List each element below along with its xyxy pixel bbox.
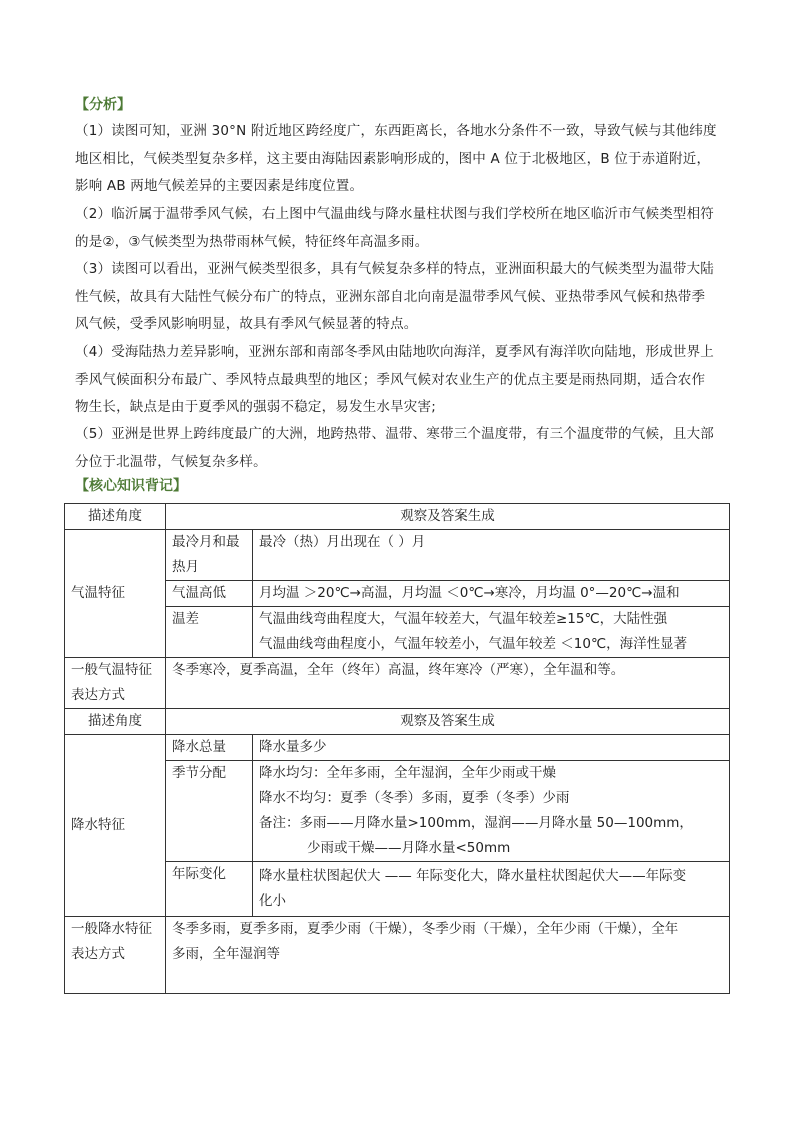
knowledge-table — [64, 503, 730, 994]
category-cell: 气温特征 — [65, 530, 166, 658]
category-cell: 一般气温特征表达方式 — [65, 658, 166, 709]
content-line: 冬季多雨，夏季多雨，夏季少雨（干燥），冬季少雨（干燥），全年少雨（干燥），全年 — [172, 921, 679, 937]
analysis-paragraph-5 — [75, 421, 730, 476]
analysis-paragraph-3 — [75, 256, 730, 339]
aspect-cell: 季节分配 — [166, 761, 253, 862]
content-line: 气温曲线弯曲程度小，气温年较差小，气温年较差 ＜10℃，海洋性显著 — [259, 636, 688, 652]
text-line: 的是②，③气候类型为热带雨林气候，特征终年高温多雨。 — [75, 233, 429, 250]
content-line: 多雨，全年湿润等 — [172, 946, 280, 962]
text-line: 季风气候面积分布最广、季风特点最典型的地区；季风气候对农业生产的优点主要是雨热同期，适合农作 — [75, 371, 706, 388]
content-line: 化小 — [259, 893, 286, 909]
content-line: 月均温 ＞20℃→高温，月均温 ＜0℃→寒冷，月均温 0°—20℃→温和 — [259, 585, 680, 601]
header-cell: 观察及答案生成 — [166, 709, 730, 735]
aspect-cell: 气温高低 — [166, 581, 253, 607]
table-row — [65, 917, 730, 994]
text-line: （2）临沂属于温带季风气候，右上图中气温曲线与降水量柱状图与我们学校所在地区临沂市气候类型相符 — [75, 206, 714, 222]
content-line: 降水不均匀：夏季（冬季）多雨，夏季（冬季）少雨 — [259, 790, 570, 806]
category-cell: 一般降水特征表达方式 — [65, 917, 166, 994]
text-line: 物生长，缺点是由于夏季风的强弱不稳定，易发生水旱灾害; — [75, 399, 436, 415]
content-cell — [253, 581, 730, 607]
text-line: （3）读图可以看出，亚洲气候类型很多，具有气候复杂多样的特点，亚洲面积最大的气候类型为温带大陆 — [75, 261, 714, 277]
aspect-cell: 年际变化 — [166, 862, 253, 917]
text-line: 风气候，受季风影响明显，故具有季风气候显著的特点。 — [75, 316, 418, 332]
content-cell: 冬季寒冷，夏季高温，全年（终年）高温，终年寒冷（严寒），全年温和等。 — [166, 658, 730, 709]
text-line: 地区相比，气候类型复杂多样，这主要由海陆因素影响形成的，图中 A 位于北极地区，B 位于赤道附近， — [75, 150, 711, 167]
text-line: 性气候，故具有大陆性气候分布广的特点，亚洲东部自北向南是温带季风气候、亚热带季风气候和热带季 — [75, 288, 706, 305]
content-cell — [253, 607, 730, 658]
content-line: 备注：多雨——月降水量>100mm，湿润——月降水量 50—100mm， — [259, 815, 693, 831]
header-cell: 描述角度 — [65, 709, 166, 735]
table-header-row — [65, 504, 730, 530]
analysis-paragraph-1 — [75, 118, 730, 201]
content-line: 最冷（热）月出现在（ ）月 — [259, 534, 426, 550]
content-cell — [253, 761, 730, 862]
table-header-row — [65, 709, 730, 735]
analysis-paragraph-2 — [75, 201, 730, 256]
content-cell — [166, 917, 730, 994]
analysis-heading: 【分析】 — [75, 97, 131, 113]
text-line: 分位于北温带，气候复杂多样。 — [75, 453, 267, 470]
content-cell — [253, 862, 730, 917]
aspect-cell: 最冷月和最热月 — [166, 530, 253, 581]
category-cell: 降水特征 — [65, 735, 166, 917]
analysis-paragraph-4 — [75, 339, 730, 422]
aspect-cell: 降水总量 — [166, 735, 253, 761]
content-cell — [253, 530, 730, 581]
table-row — [65, 658, 730, 709]
text-line: （4）受海陆热力差异影响，亚洲东部和南部冬季风由陆地吹向海洋，夏季风有海洋吹向陆地，形成世界上 — [75, 344, 714, 360]
content-line: 降水量多少 — [259, 739, 327, 755]
table-row — [65, 735, 730, 761]
header-cell: 描述角度 — [65, 504, 166, 530]
content-line: 气温曲线弯曲程度大，气温年较差大，气温年较差≥15℃，大陆性强 — [259, 611, 668, 627]
header-cell: 观察及答案生成 — [166, 504, 730, 530]
content-line: 少雨或干燥——月降水量<50mm — [307, 840, 511, 856]
table-row — [65, 530, 730, 581]
text-line: （1）读图可知，亚洲 30°N 附近地区跨经度广，东西距离长，各地水分条件不一致，导致气候与其他纬度 — [75, 123, 717, 139]
knowledge-heading: 【核心知识背记】 — [75, 478, 187, 494]
text-line: 影响 AB 两地气候差异的主要因素是纬度位置。 — [75, 178, 364, 194]
content-line: 降水均匀：全年多雨，全年湿润，全年少雨或干燥 — [259, 765, 556, 781]
content-cell — [253, 735, 730, 761]
aspect-cell: 温差 — [166, 607, 253, 658]
text-line: （5）亚洲是世界上跨纬度最广的大洲，地跨热带、温带、寒带三个温度带，有三个温度带的气候，且大部 — [75, 426, 714, 442]
content-line: 降水量柱状图起伏大 —— 年际变化大，降水量柱状图起伏大——年际变 — [259, 868, 687, 884]
